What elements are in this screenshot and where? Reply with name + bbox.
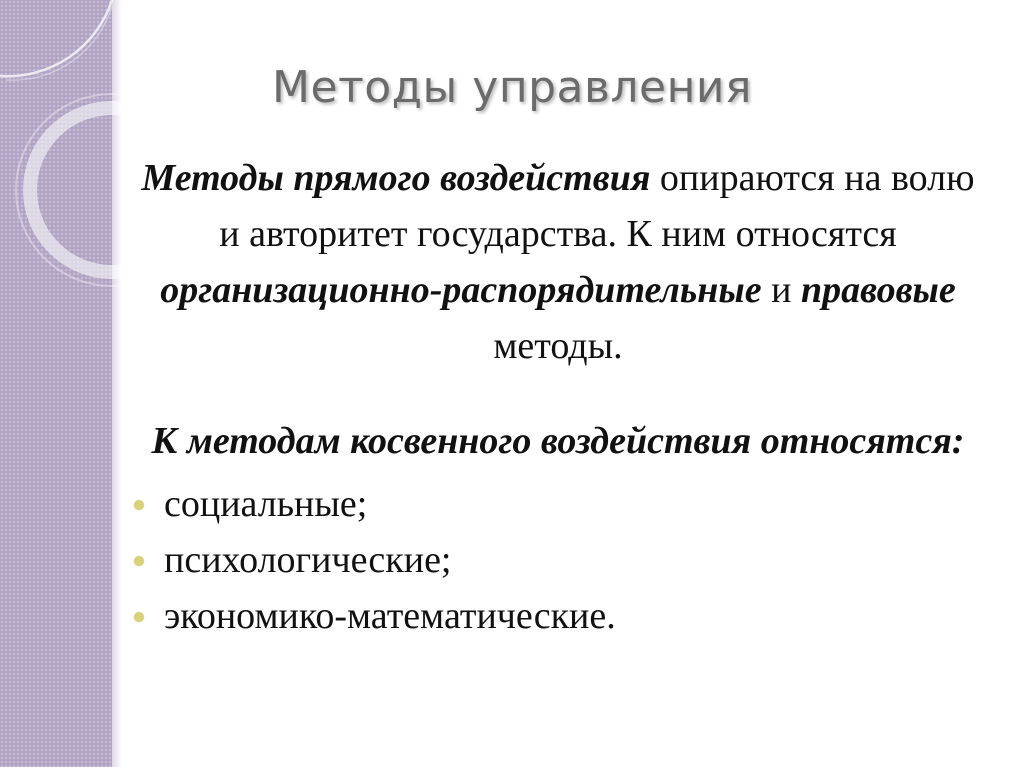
bullet-icon: [134, 612, 144, 622]
paragraph-text-1: опираются на волю и авторитет государства. К ним относятся: [219, 157, 975, 255]
list-item: [128, 476, 988, 532]
list-item-label: психологические;: [164, 539, 452, 581]
direct-methods-term: Методы прямого воздействия: [141, 157, 651, 199]
main-paragraph: [128, 150, 988, 374]
slide-content: [128, 150, 988, 644]
list-item: [128, 588, 988, 644]
bullet-icon: [134, 500, 144, 510]
list-item: [128, 532, 988, 588]
slide-title: Методы управления: [272, 62, 752, 113]
list-item-label: экономико-математические.: [164, 595, 616, 637]
bullet-icon: [134, 556, 144, 566]
indirect-methods-heading: К методам косвенного воздействия относятся:: [151, 420, 965, 462]
paragraph-text-3: методы.: [493, 325, 623, 367]
org-methods-term: организационно-распорядительные: [160, 269, 762, 311]
paragraph-text-2: и: [761, 269, 801, 311]
indirect-methods-list: [128, 476, 988, 644]
legal-methods-term: правовые: [800, 269, 956, 311]
list-item-label: социальные;: [164, 483, 368, 525]
